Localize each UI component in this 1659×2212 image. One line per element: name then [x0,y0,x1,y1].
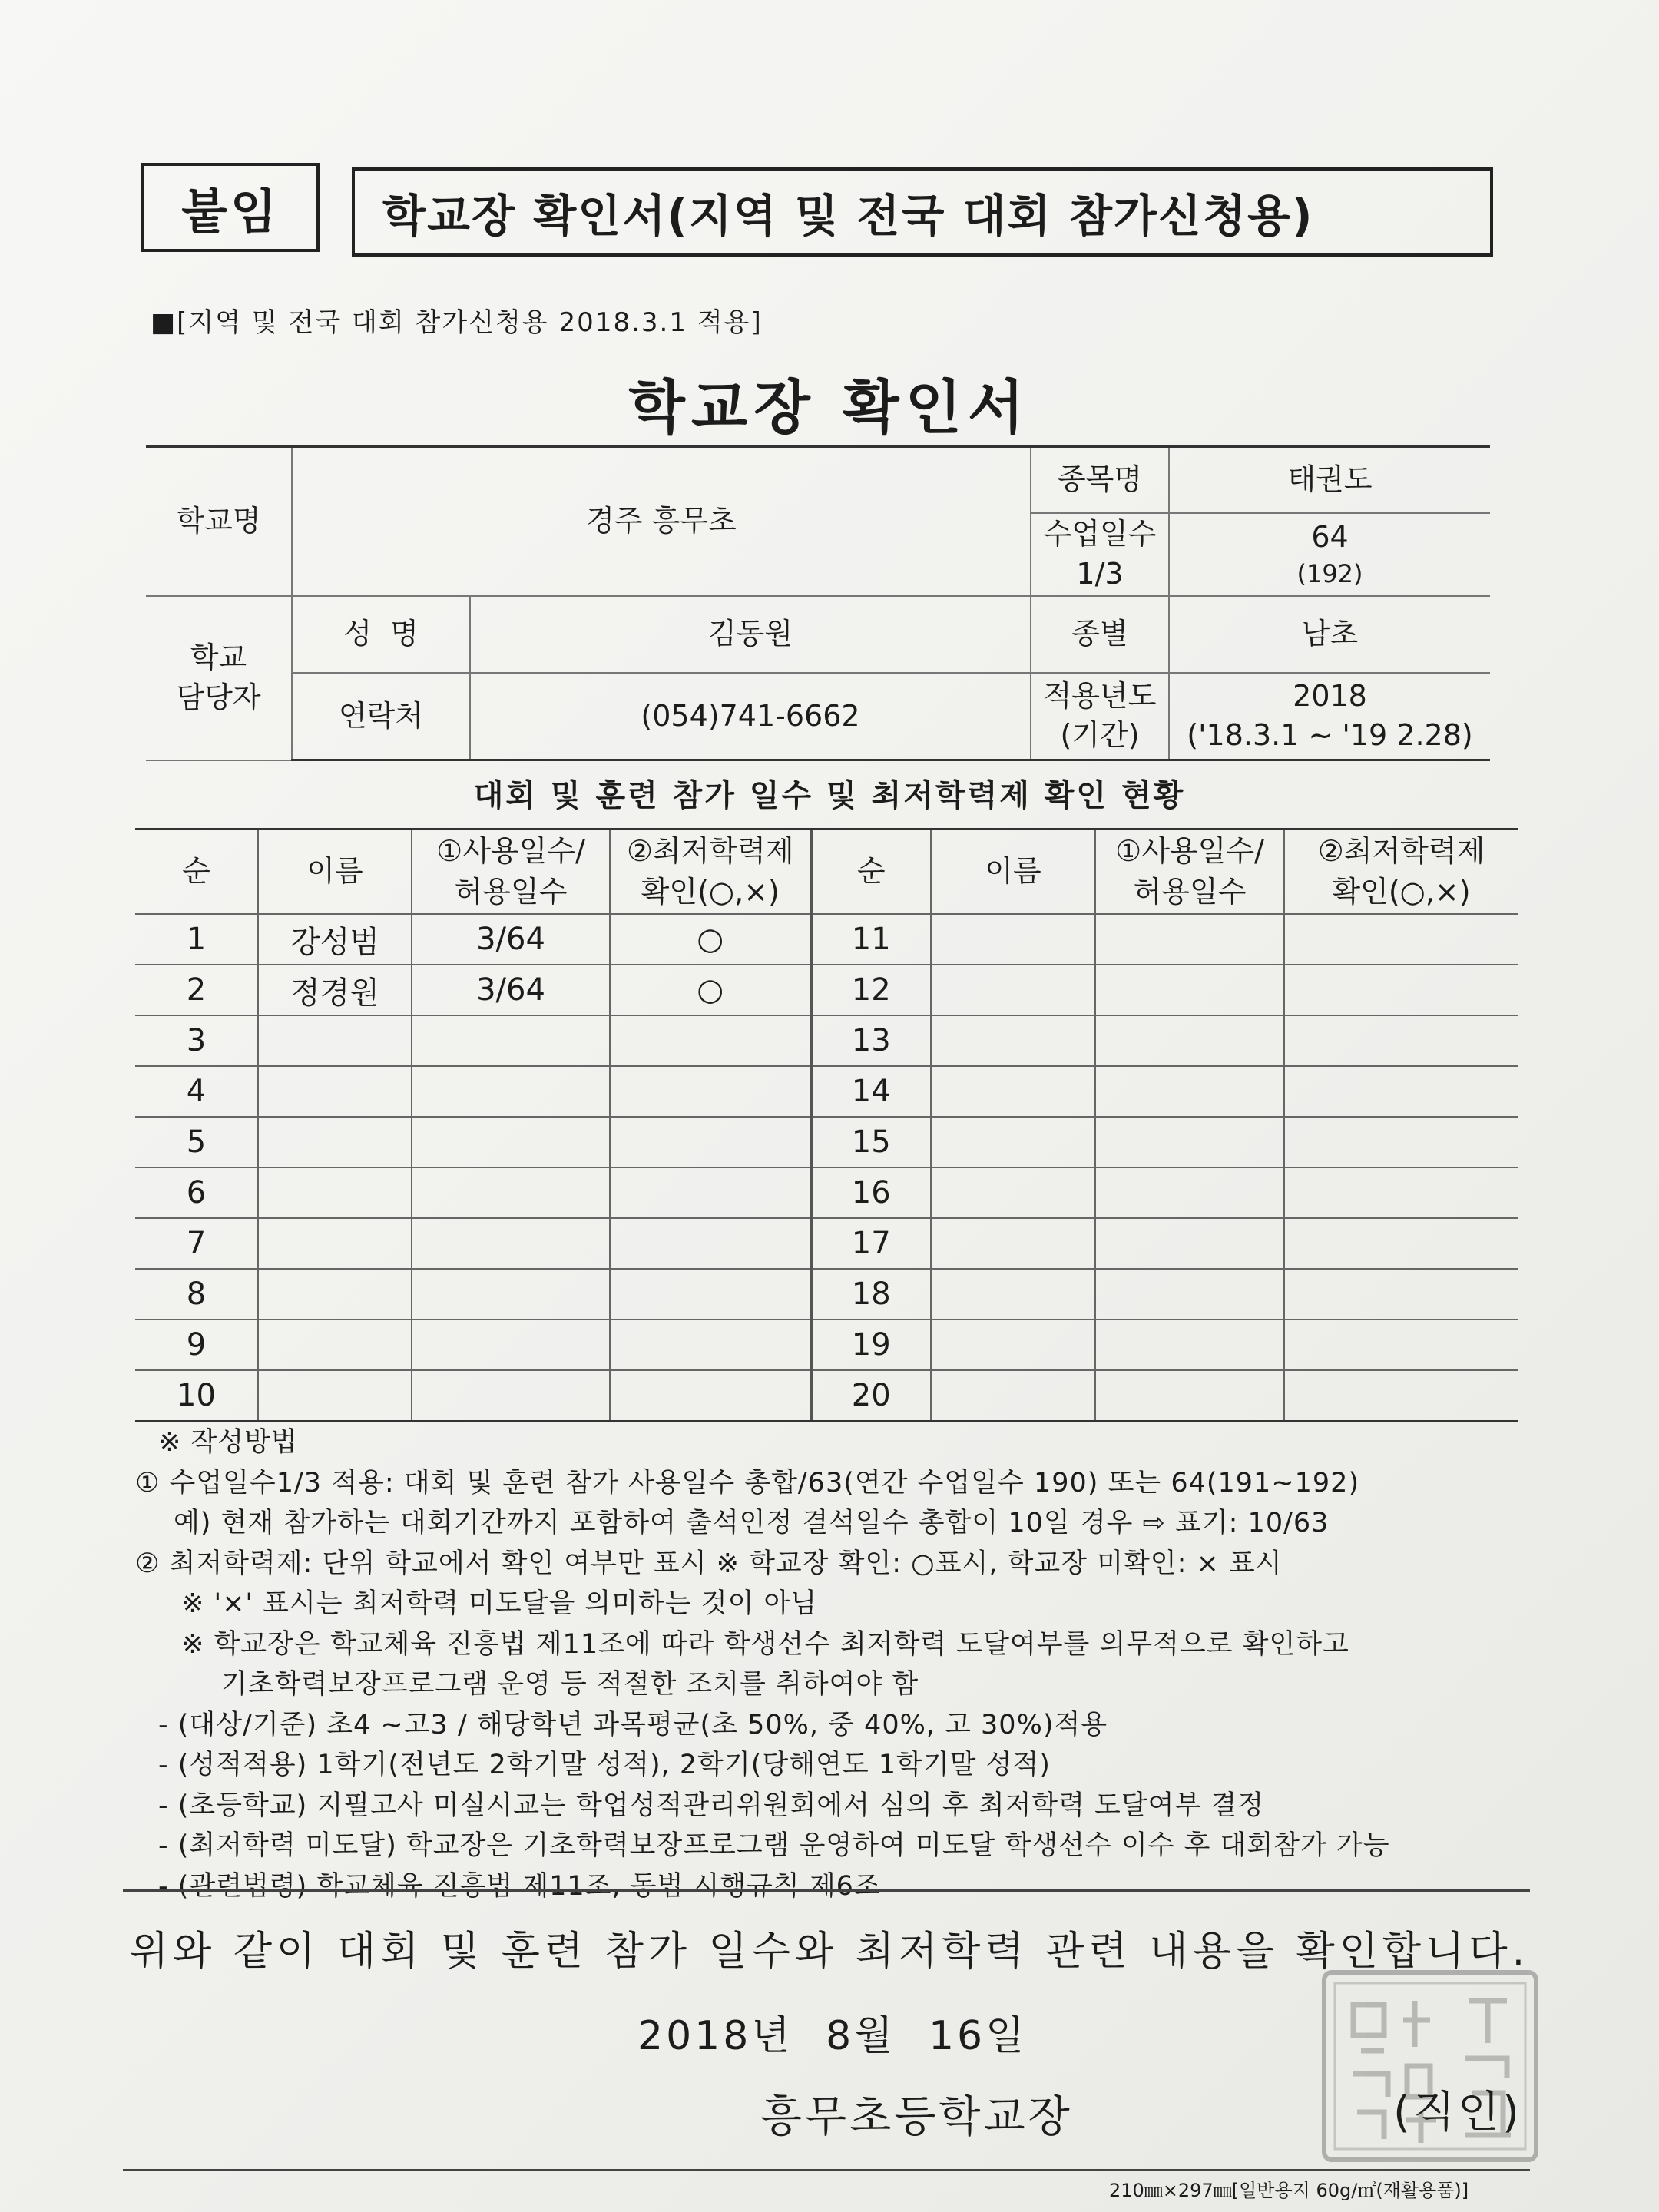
year-label-line2: (기간) [1060,718,1140,753]
row-number: 9 [135,1320,258,1370]
row-number: 8 [135,1269,258,1320]
row-days: 3/64 [412,914,610,965]
col-days-line2: 허용일수 [454,875,568,909]
row-number-right: 19 [811,1320,931,1370]
instruction-2: ② 최저학력제: 단위 학교에서 확인 여부만 표시 ※ 학교장 확인: ○표시, 학교장 미확인: × 표시 [135,1548,1283,1579]
col-check [610,830,811,915]
table-row [135,1320,1518,1370]
row-check: ○ [610,914,811,965]
row-name-right [931,965,1095,1015]
table-row [135,1167,1518,1218]
school-name-value: 경주 흥무초 [292,447,1031,596]
row-days-right [1095,1066,1284,1117]
year-label [1031,673,1169,760]
row-number: 7 [135,1218,258,1269]
row-days [412,1370,610,1422]
row-days [412,1218,610,1269]
row-days [412,1167,610,1218]
row-number: 6 [135,1167,258,1218]
row-days-right [1095,1320,1284,1370]
row-check [610,1320,811,1370]
row-check-right [1284,1218,1518,1269]
row-name [258,1066,412,1117]
contact-group-line1: 학교 [190,641,247,675]
row-number: 5 [135,1117,258,1167]
row-name-right [931,1015,1095,1066]
row-check [610,1370,811,1422]
row-number-right: 14 [811,1066,931,1117]
col-days-right-line1: ①사용일수/ [1115,833,1264,868]
participants-table [135,828,1518,1422]
col-check-right-line1: ②최저학력제 [1317,833,1485,868]
row-number-right: 13 [811,1015,931,1066]
row-name-right [931,1167,1095,1218]
table-row [135,965,1518,1015]
instructions-heading: ※ 작성방법 [158,1427,298,1458]
table-row [135,1066,1518,1117]
divider [123,1889,1530,1892]
contact-group-line2: 담당자 [176,680,261,714]
row-number-right: 17 [811,1218,931,1269]
col-days-line1: ①사용일수/ [436,833,585,868]
school-days-total: (192) [1296,558,1363,588]
row-check [610,1269,811,1320]
detail-grades: - (성적적용) 1학기(전년도 2학기말 성적), 2학기(당해연도 1학기말 성적) [158,1750,1051,1780]
contact-group-label [146,596,292,760]
row-check-right [1284,1320,1518,1370]
row-check [610,1218,811,1269]
row-check [610,1015,811,1066]
school-days-number: 64 [1311,520,1349,555]
name-label: 성 명 [292,596,470,673]
row-number: 3 [135,1015,258,1066]
row-check [610,1066,811,1117]
row-name [258,1167,412,1218]
row-number: 10 [135,1370,258,1422]
instructions [135,1422,1533,1906]
row-check-right [1284,1015,1518,1066]
row-name [258,1320,412,1370]
row-check [610,1117,811,1167]
row-days-right [1095,1117,1284,1167]
row-check-right [1284,1370,1518,1422]
col-check-line2: 확인(○,×) [641,875,780,909]
instruction-2-note-c: 기초학력보장프로그램 운영 등 적절한 조치를 취하여야 함 [221,1669,919,1700]
school-days-label-line1: 수업일수 [1043,517,1157,551]
row-name: 강성범 [258,914,412,965]
row-check-right [1284,914,1518,965]
phone-label: 연락처 [292,673,470,760]
row-days-right [1095,965,1284,1015]
detail-elementary: - (초등학교) 지필고사 미실시교는 학업성적관리위원회에서 심의 후 최저학력 도달여부 결정 [158,1790,1265,1821]
col-no: 순 [135,830,258,915]
row-days-right [1095,1167,1284,1218]
paper-spec-note: 210㎜×297㎜[일반용지 60g/㎡(재활용품)] [1109,2180,1469,2201]
category-label: 종별 [1031,596,1169,673]
row-check-right [1284,1117,1518,1167]
detail-law: - (관련법령) 학교체육 진흥법 제11조, 동법 시행규칙 제6조 [158,1870,881,1902]
school-days-value [1169,513,1490,596]
table-row [135,1015,1518,1066]
confirmation-statement: 위와 같이 대회 및 훈련 참가 일수와 최저학력 관련 내용을 확인합니다. [129,1929,1530,1975]
col-days-right [1095,830,1284,915]
row-days-right [1095,1218,1284,1269]
row-number-right: 16 [811,1167,931,1218]
col-days-right-line2: 허용일수 [1133,875,1247,909]
row-name-right [931,1117,1095,1167]
col-name: 이름 [258,830,412,915]
row-days-right [1095,1015,1284,1066]
event-value: 태권도 [1169,447,1490,513]
attachment-tag: 붙임 [141,163,320,252]
document-header-title: 학교장 확인서(지역 및 전국 대회 참가신청용) [352,167,1493,257]
row-name-right [931,1269,1095,1320]
row-check-right [1284,1066,1518,1117]
row-days [412,1320,610,1370]
row-number-right: 15 [811,1117,931,1167]
row-days: 3/64 [412,965,610,1015]
table-row [135,1218,1518,1269]
table-row [135,914,1518,965]
instruction-1-example: 예) 현재 참가하는 대회기간까지 포함하여 출석인정 결석일수 총합이 10일 경우 ⇨ 표기: 10/63 [174,1508,1330,1538]
instruction-2-note-a: ※ '×' 표시는 최저학력 미도달을 의미하는 것이 아님 [181,1588,818,1619]
row-number-right: 20 [811,1370,931,1422]
section-title: 대회 및 훈련 참가 일수 및 최저학력제 확인 현황 [473,778,1186,813]
row-number: 1 [135,914,258,965]
col-no-right: 순 [811,830,931,915]
row-name-right [931,1218,1095,1269]
school-name-label: 학교명 [146,447,292,596]
row-days [412,1117,610,1167]
row-number-right: 11 [811,914,931,965]
application-note: ■[지역 및 전국 대회 참가신청용 2018.3.1 적용] [151,307,763,338]
row-days [412,1066,610,1117]
row-name [258,1218,412,1269]
row-name-right [931,1066,1095,1117]
row-name [258,1370,412,1422]
detail-unmet: - (최저학력 미도달) 학교장은 기초학력보장프로그램 운영하여 미도달 학생선수 이수 후 대회참가 가능 [158,1830,1390,1861]
row-check [610,1167,811,1218]
row-check: ○ [610,965,811,1015]
row-name-right [931,914,1095,965]
category-value: 남초 [1169,596,1490,673]
school-days-label [1031,513,1169,596]
table-row [135,1117,1518,1167]
year-value [1169,673,1490,760]
instruction-1: ① 수업일수1/3 적용: 대회 및 훈련 참가 사용일수 총합/63(연간 수업일수 190) 또는 64(191~192) [135,1467,1360,1498]
principal-title: 흥무초등학교장 [760,2092,1073,2142]
instruction-2-note-b: ※ 학교장은 학교체육 진흥법 제11조에 따라 학생선수 최저학력 도달여부를 의무적으로 확인하고 [181,1628,1349,1660]
year-label-line1: 적용년도 [1043,678,1157,713]
row-check-right [1284,1167,1518,1218]
year-period: ('18.3.1 ~ '19 2.28) [1187,718,1473,753]
col-check-right [1284,830,1518,915]
page-title: 학교장 확인서 [628,373,1031,442]
row-name [258,1015,412,1066]
row-number: 2 [135,965,258,1015]
row-name-right [931,1320,1095,1370]
row-name [258,1117,412,1167]
row-days-right [1095,914,1284,965]
year-number: 2018 [1293,678,1367,713]
event-label: 종목명 [1031,447,1169,513]
row-days-right [1095,1269,1284,1320]
school-days-label-line2: 1/3 [1076,556,1124,591]
row-check-right [1284,965,1518,1015]
phone-value: (054)741-6662 [470,673,1031,760]
row-name [258,1269,412,1320]
table-row [135,1269,1518,1320]
row-name-right [931,1370,1095,1422]
row-number-right: 18 [811,1269,931,1320]
row-days [412,1015,610,1066]
row-number-right: 12 [811,965,931,1015]
issue-date: 2018년 8월 16일 [637,2013,1028,2059]
table-row [135,1370,1518,1422]
col-check-right-line2: 확인(○,×) [1332,875,1471,909]
col-days [412,830,610,915]
name-value: 김동원 [470,596,1031,673]
seal-label: (직인) [1393,2088,1522,2137]
col-check-line1: ②최저학력제 [626,833,794,868]
footer-divider [123,2169,1530,2171]
row-days-right [1095,1370,1284,1422]
col-name-right: 이름 [931,830,1095,915]
row-check-right [1284,1269,1518,1320]
row-days [412,1269,610,1320]
row-name: 정경원 [258,965,412,1015]
row-number: 4 [135,1066,258,1117]
detail-target: - (대상/기준) 초4 ~고3 / 해당학년 과목평균(초 50%, 중 40%, 고 30%)적용 [158,1709,1108,1740]
school-info-table [146,445,1490,761]
